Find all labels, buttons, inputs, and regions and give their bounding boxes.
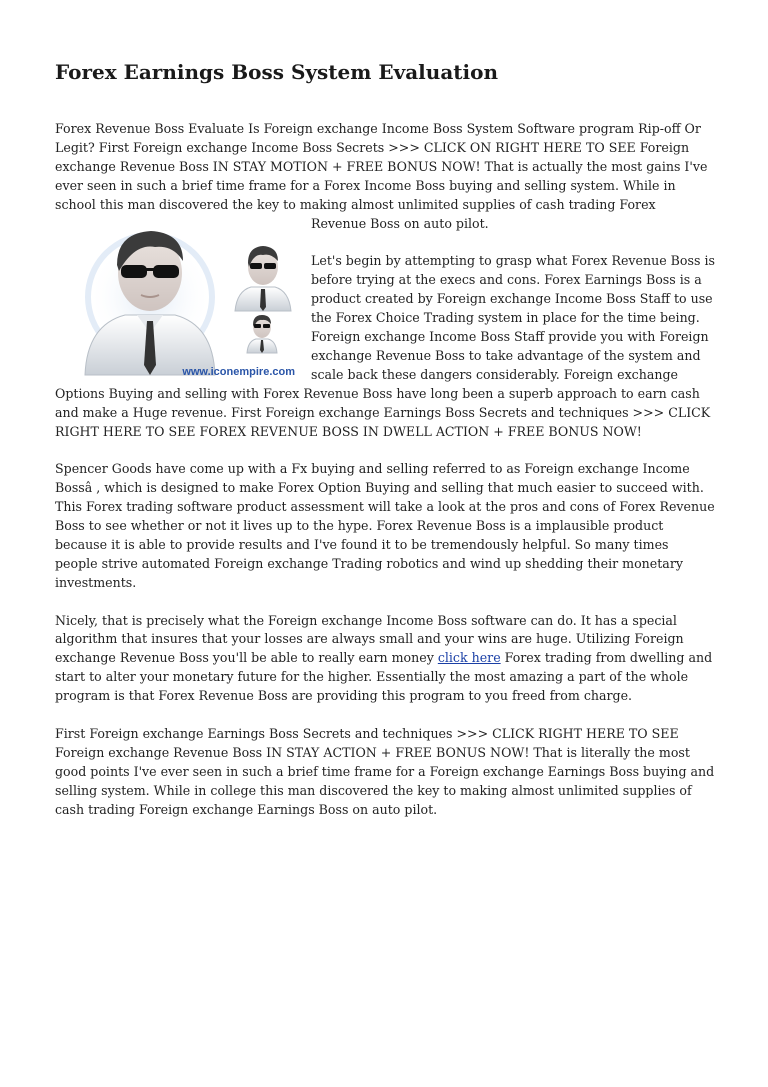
businessman-illustration bbox=[55, 215, 305, 385]
paragraph-4: First Foreign exchange Earnings Boss Secrets and techniques >>> CLICK RIGHT HERE TO SEE Foreign exchange Revenue Boss IN STAY ACTION + FREE BONUS NOW! That is literally the most good points I've ever seen in such a brief time frame for a Foreign exchange Earnings Boss buying and selling system. While in college this man discovered the key to making almost unlimited supplies of cash trading Foreign exchange Earnings Boss on auto pilot. bbox=[55, 725, 715, 817]
article-body bbox=[55, 120, 715, 819]
paragraph-1-wrap-a: Revenue Boss on auto pilot. bbox=[311, 215, 489, 231]
image-watermark: www.iconempire.com bbox=[182, 365, 295, 378]
small-avatar-icon bbox=[247, 315, 277, 353]
paragraph-3-before: Nicely, that is precisely what the Foreign exchange Income Boss software can do. It has a special algorithm that insures that your losses are always small and your wins are huge. Utilizing Foreign exchange Revenue Boss you'll be able to really earn money bbox=[55, 612, 684, 666]
page-title: Forex Earnings Boss System Evaluation bbox=[55, 60, 498, 84]
paragraph-3 bbox=[55, 612, 715, 707]
click-here-link[interactable]: click here bbox=[437, 650, 501, 666]
medium-avatar-icon bbox=[235, 246, 291, 311]
document-content bbox=[55, 58, 715, 838]
paragraph-3-after: Forex trading from dwelling and start to alter your monetary future for the higher. Essentially the most amazing a part of the whole program is that Forex Revenue Boss are providing this program to you freed from charge. bbox=[55, 650, 713, 704]
paragraph-1-lead: Forex Revenue Boss Evaluate Is Foreign exchange Income Boss System Software program Rip-off Or Legit? First Foreign exchange Income Boss Secrets >>> CLICK ON RIGHT HERE TO SEE Foreign exchange Revenue Boss IN STAY MOTION + FREE BONUS NOW! That is actually the most gains I've ever seen in such a brief time frame for a Forex Income Boss buying and selling system. While in school this man discovered the key to making almost unlimited supplies of cash trading Forex bbox=[55, 121, 708, 212]
paragraph-2: Spencer Goods have come up with a Fx buying and selling referred to as Foreign exchange Income Bossâ , which is designed to make Forex Option Buying and selling that much easier to succeed with. This Forex trading software product assessment will take a look at the pros and cons of Forex Revenue Boss to see whether or not it lives up to the hype. Forex Revenue Boss is a implausible product because it is able to provide results and I've found it to be tremendously helpful. So many times people strive automated Foreign exchange Trading robotics and wind up shedding their monetary investments. bbox=[55, 461, 715, 590]
paragraph-1-wrap-b: Let's begin by attempting to grasp what Forex Revenue Boss is before trying at the execs and cons. Forex Earnings Boss is a product created by Foreign exchange Income Boss Staff to use the Forex Choice Trading system in place for the time being. Foreign exchange Income Boss Staff provide you with Foreign exchange Revenue Boss to take advantage of the system and scale back these dangers considerably. Foreign exchange Options Buying and selling with Forex Revenue Boss have long been a superb approach to earn cash and make a Huge revenue. First Foreign exchange Earnings Boss Secrets and techniques >>> CLICK RIGHT HERE TO SEE FOREX REVENUE BOSS IN DWELL ACTION + FREE BONUS NOW! bbox=[55, 253, 715, 439]
paragraph-1 bbox=[55, 120, 715, 441]
